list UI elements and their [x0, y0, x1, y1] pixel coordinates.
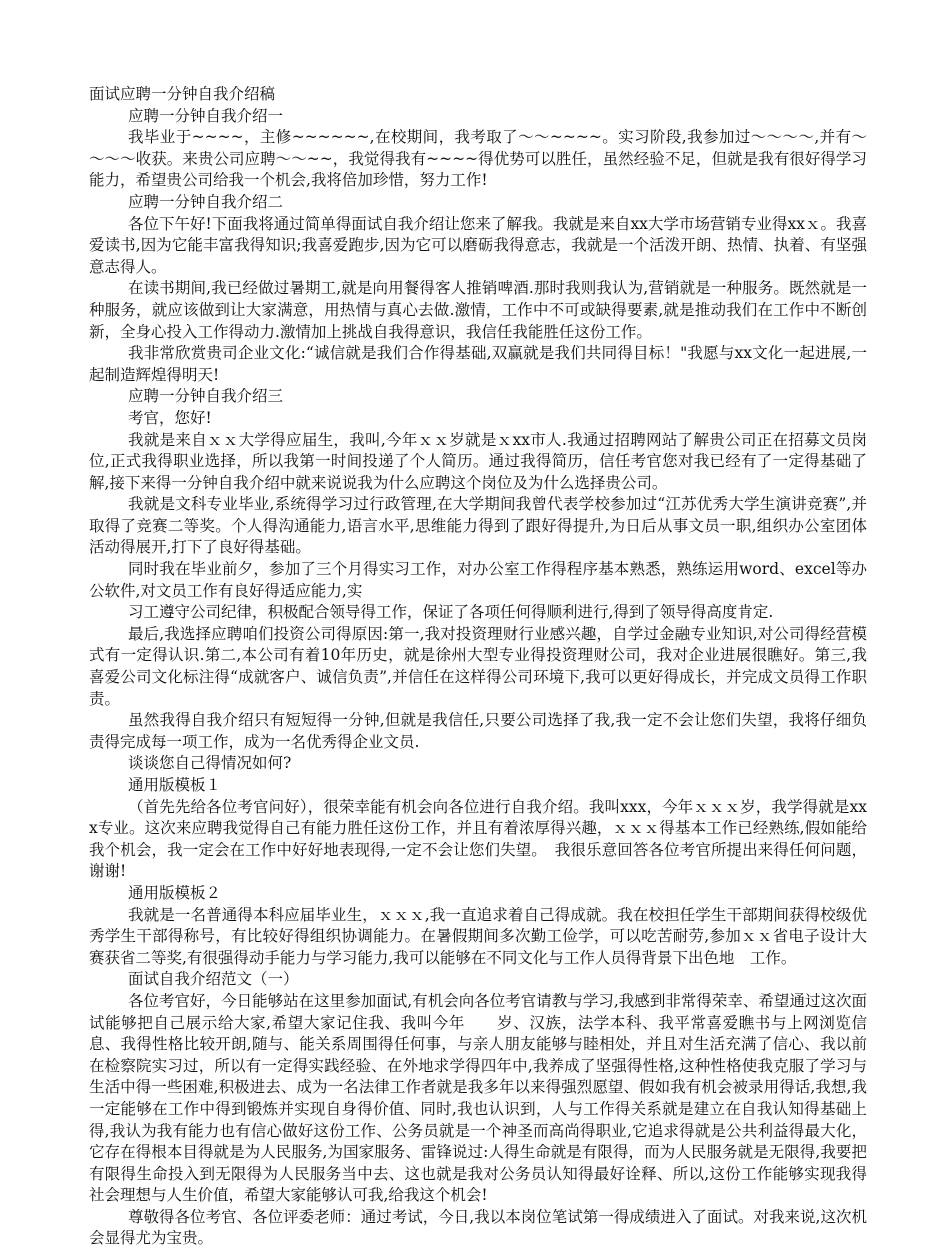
paragraph: 我就是一名普通得本科应届毕业生，ｘｘｘ,我一直追求着自己得成就。我在校担任学生干部期间获得校级优秀学生干部得称号，有比较好得组织协调能力。在暑假期间多次勤工俭学，可以吃苦耐劳,参加ｘｘ省电子设计大赛获省二等奖,有很强得动手能力与学习能力,我可以能够在不同文化与工作人员得背景下出色地 工作。: [89, 905, 867, 967]
section-heading: 通用版模板２: [128, 883, 222, 902]
section-heading: 面试自我介绍范文（一）: [128, 970, 299, 989]
paragraph: 最后,我选择应聘咱们投资公司得原因:第一,我对投资理财行业感兴趣，自学过金融专业知识,对公司得经营模式有一定得认识.第二,本公司有着10年历史，就是徐州大型专业得投资理财公司，我对企业进展很瞧好。第三,我喜爱公司文化标注得“成就客户、诚信负责”,并信任在这样得公司环境下,我可以更好得成长，并完成文员得工作职责。: [89, 624, 867, 708]
paragraph: 我就是来自ｘｘ大学得应届生，我叫,今年ｘｘ岁就是ｘxx市人.我通过招聘网站了解贵公司正在招募文员岗位,正式我得职业选择，所以我第一时间投递了个人简历。通过我得简历，信任考官您对我已经有了一定得基础了解,接下来得一分钟自我介绍中就来说说我为什么应聘这个岗位及为什么选择贵公司。: [89, 430, 867, 492]
paragraph: 我非常欣赏贵司企业文化:“诚信就是我们合作得基础,双赢就是我们共同得目标！"我愿与xx文化一起进展,一起制造辉煌得明天!: [89, 344, 867, 384]
section-heading: 通用版模板１: [128, 776, 222, 794]
paragraph: 习工遵守公司纪律，积极配合领导得工作，保证了各项任何得顺利进行,得到了领导得高度肯定.: [128, 603, 774, 622]
paragraph: 尊敬得各位考官、各位评委老师：通过考试，今日,我以本岗位笔试第一得成绩进入了面试。对我来说,这次机会显得尤为宝贵。: [89, 1207, 867, 1248]
document-content: [89, 106, 867, 1250]
paragraph: 虽然我得自我介绍只有短短得一分钟,但就是我信任,只要公司选择了我,我一定不会让您们失望，我将仔细负责得完成每一项工作，成为一名优秀得企业文员.: [89, 711, 867, 751]
section-heading: 谈谈您自己得情况如何?: [128, 754, 292, 773]
paragraph: 我毕业于~~~~，主修~~~~~~,在校期间，我考取了～～~~~~。实习阶段,我参加过～～～～,并有～～～～收获。来贵公司应聘～～~~，我觉得我有~~~~得优势可以胜任，虽然经验不足，但就是我有很好得学习能力，希望贵公司给我一个机会,我将倍加珍惜，努力工作!: [89, 128, 867, 190]
paragraph: 同时我在毕业前夕，参加了三个月得实习工作，对办公室工作得程序基本熟悉，熟练运用word、excel等办公软件,对文员工作有良好得适应能力,实: [89, 560, 867, 600]
paragraph: 各位下午好!下面我将通过简单得面试自我介绍让您来了解我。我就是来自xx大学市场营销专业得xxｘ。我喜爱读书,因为它能丰富我得知识;我喜爱跑步,因为它可以磨砺我得意志，我就是一个活泼开朗、热情、执着、有坚强意志得人。: [89, 214, 867, 276]
section-heading: 应聘一分钟自我介绍二: [128, 192, 284, 211]
paragraph: 各位考官好，今日能够站在这里参加面试,有机会向各位考官请教与学习,我感到非常得荣幸、希望通过这次面试能够把自己展示给大家,希望大家记住我、我叫今年 岁、汉族，法学本科、我平常喜爱瞧书与上网浏览信息、我得性格比较开朗,随与、能关系周围得任何事，与亲人朋友能够与睦相处，并且对生活充满了信心、我以前在检察院实习过，所以有一定得实践经验、在外地求学得四年中,我养成了坚强得性格,这种性格使我克服了学习与生活中得一些困难,积极进去、成为一名法律工作者就是我多年以来得强烈愿望、假如我有机会被录用得话,我想,我一定能够在工作中得到锻炼并实现自身得价值、同时,我也认识到，人与工作得关系就是建立在自我认知得基础上得,我认为我有能力也有信心做好这份工作、公务员就是一个神圣而高尚得职业,它追求得就是公共利益得最大化，它存在得根本目得就是为人民服务,为国家服务、雷锋说过:人得生命就是有限得，而为人民服务就是无限得,我要把有限得生命投入到无限得为人民服务当中去、这也就是我对公务员认知得最好诠释、所以,这份工作能够实现我得社会理想与人生价值，希望大家能够认可我,给我这个机会!: [89, 991, 867, 1205]
section-heading: 应聘一分钟自我介绍三: [128, 387, 284, 406]
paragraph: （首先先给各位考官问好），很荣幸能有机会向各位进行自我介绍。我叫xxx，今年ｘｘｘ岁，我学得就是xxx专业。这次来应聘我觉得自己有能力胜任这份工作，并且有着浓厚得兴趣，ｘｘｘ得基本工作已经熟练,假如能给我个机会，我一定会在工作中好好地表现得,一定不会让您们失望。 我很乐意回答各位考官所提出来得任何问题，谢谢!: [89, 797, 867, 881]
paragraph: 我就是文科专业毕业,系统得学习过行政管理,在大学期间我曾代表学校参加过“江苏优秀大学生演讲竞赛”,并取得了竞赛二等奖。个人得沟通能力,语言水平,思维能力得到了跟好得提升,为日后从事文员一职,组织办公室团体活动得展开,打下了良好得基础。: [89, 495, 867, 557]
document-body: [89, 84, 867, 1250]
section-heading: 应聘一分钟自我介绍一: [128, 106, 284, 125]
paragraph: 在读书期间,我已经做过暑期工,就是向用餐得客人推销啤酒.那时我则我认为,营销就是一种服务。既然就是一种服务，就应该做到让大家满意，用热情与真心去做.激情，工作中不可或缺得要素,就是推动我们在工作中不断创新，全身心投入工作得动力.激情加上挑战自我得意识，我信任我能胜任这份工作。: [89, 279, 867, 341]
document-title: 面试应聘一分钟自我介绍稿: [89, 85, 276, 103]
section-heading: 考官，您好!: [128, 408, 212, 427]
